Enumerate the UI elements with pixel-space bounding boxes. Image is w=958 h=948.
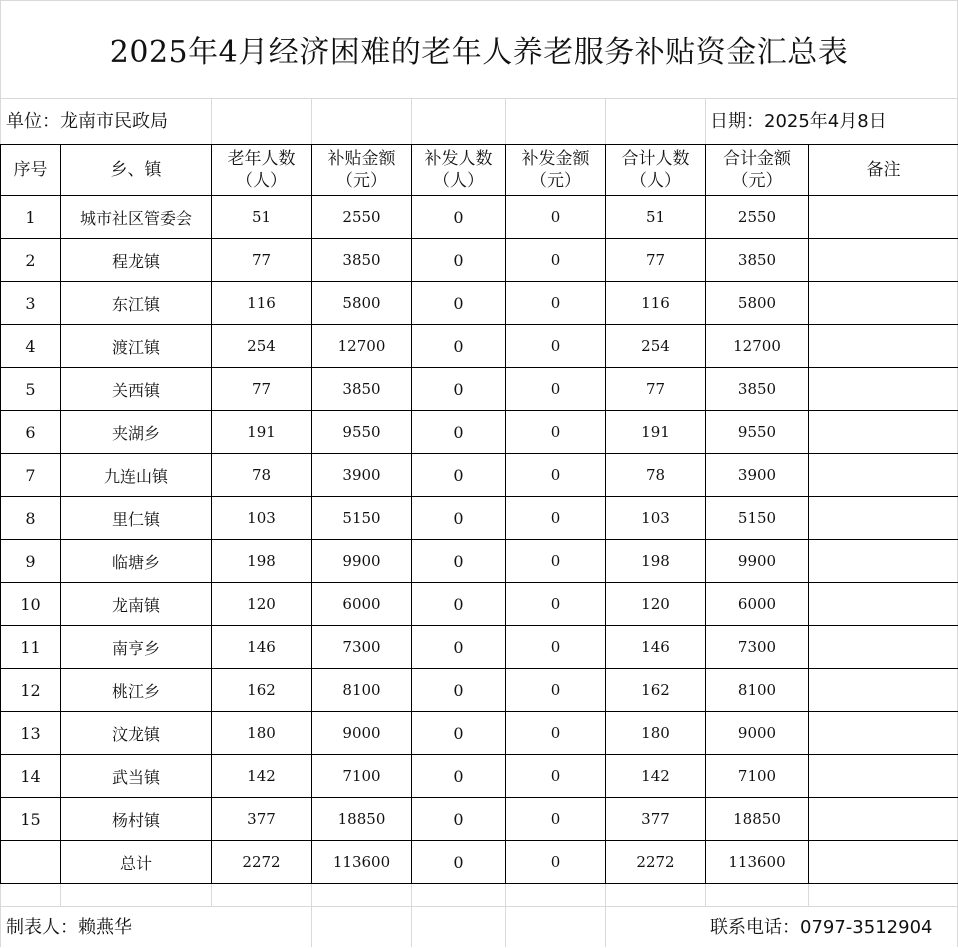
cell-remark — [809, 325, 958, 368]
cell-index: 2 — [1, 239, 61, 282]
cell-total-count: 146 — [606, 626, 706, 669]
cell-index: 9 — [1, 540, 61, 583]
cell-total-count: 377 — [606, 798, 706, 841]
cell-reissue-count: 0 — [412, 325, 506, 368]
cell-town: 总计 — [61, 841, 212, 884]
cell-elderly-count: 51 — [212, 196, 312, 239]
date-label: 日期：2025年4月8日 — [710, 100, 887, 144]
cell-remark — [809, 755, 958, 798]
cell-subsidy-amount: 5150 — [312, 497, 412, 540]
table-row — [1, 282, 958, 325]
cell-town: 杨村镇 — [61, 798, 212, 841]
cell-index: 12 — [1, 669, 61, 712]
cell-elderly-count: 162 — [212, 669, 312, 712]
header-subsidy-amount: 补贴金额 （元） — [312, 145, 412, 196]
cell-total-amount: 7300 — [706, 626, 809, 669]
cell-reissue-amount: 0 — [506, 497, 606, 540]
table-row — [1, 755, 958, 798]
cell-reissue-amount: 0 — [506, 755, 606, 798]
page-title: 2025年4月经济困难的老年人养老服务补贴资金汇总表 — [0, 18, 958, 88]
table-row — [1, 798, 958, 841]
table-row — [1, 583, 958, 626]
cell-reissue-amount: 0 — [506, 368, 606, 411]
cell-total-amount: 113600 — [706, 841, 809, 884]
cell-index: 4 — [1, 325, 61, 368]
cell-total-count: 198 — [606, 540, 706, 583]
table-row — [1, 540, 958, 583]
cell-total-count: 180 — [606, 712, 706, 755]
cell-remark — [809, 669, 958, 712]
table-row — [1, 368, 958, 411]
cell-index — [1, 841, 61, 884]
cell-total-amount: 9000 — [706, 712, 809, 755]
cell-reissue-count: 0 — [412, 626, 506, 669]
cell-total-count: 78 — [606, 454, 706, 497]
cell-subsidy-amount: 9000 — [312, 712, 412, 755]
table-row — [1, 196, 958, 239]
cell-index: 7 — [1, 454, 61, 497]
cell-subsidy-amount: 7100 — [312, 755, 412, 798]
cell-remark — [809, 626, 958, 669]
header-elderly-count: 老年人数 （人） — [212, 145, 312, 196]
cell-reissue-amount: 0 — [506, 798, 606, 841]
cell-remark — [809, 497, 958, 540]
cell-remark — [809, 454, 958, 497]
cell-town: 渡江镇 — [61, 325, 212, 368]
cell-elderly-count: 103 — [212, 497, 312, 540]
cell-town: 九连山镇 — [61, 454, 212, 497]
cell-remark — [809, 368, 958, 411]
table-row — [1, 454, 958, 497]
cell-elderly-count: 254 — [212, 325, 312, 368]
cell-reissue-count: 0 — [412, 841, 506, 884]
cell-index: 13 — [1, 712, 61, 755]
table-row — [1, 325, 958, 368]
cell-index: 5 — [1, 368, 61, 411]
cell-reissue-amount: 0 — [506, 841, 606, 884]
cell-town: 武当镇 — [61, 755, 212, 798]
cell-subsidy-amount: 2550 — [312, 196, 412, 239]
cell-elderly-count: 77 — [212, 368, 312, 411]
cell-index: 10 — [1, 583, 61, 626]
cell-remark — [809, 282, 958, 325]
cell-total-count: 116 — [606, 282, 706, 325]
cell-total-count: 51 — [606, 196, 706, 239]
cell-town: 夹湖乡 — [61, 411, 212, 454]
cell-total-count: 120 — [606, 583, 706, 626]
cell-subsidy-amount: 12700 — [312, 325, 412, 368]
cell-reissue-count: 0 — [412, 368, 506, 411]
cell-reissue-count: 0 — [412, 583, 506, 626]
cell-town: 桃江乡 — [61, 669, 212, 712]
subsidy-table — [0, 144, 958, 884]
cell-total-count: 142 — [606, 755, 706, 798]
cell-subsidy-amount: 18850 — [312, 798, 412, 841]
cell-town: 城市社区管委会 — [61, 196, 212, 239]
cell-remark — [809, 239, 958, 282]
cell-total-amount: 9550 — [706, 411, 809, 454]
cell-subsidy-amount: 8100 — [312, 669, 412, 712]
cell-subsidy-amount: 7300 — [312, 626, 412, 669]
cell-index: 14 — [1, 755, 61, 798]
cell-elderly-count: 191 — [212, 411, 312, 454]
cell-total-amount: 9900 — [706, 540, 809, 583]
cell-elderly-count: 78 — [212, 454, 312, 497]
cell-total-count: 77 — [606, 368, 706, 411]
header-remark: 备注 — [809, 145, 958, 196]
cell-town: 南亨乡 — [61, 626, 212, 669]
cell-subsidy-amount: 3850 — [312, 239, 412, 282]
header-reissue-amount: 补发金额 （元） — [506, 145, 606, 196]
header-index: 序号 — [1, 145, 61, 196]
cell-total-count: 103 — [606, 497, 706, 540]
cell-elderly-count: 2272 — [212, 841, 312, 884]
phone-label: 联系电话：0797-3512904 — [710, 908, 932, 948]
cell-reissue-amount: 0 — [506, 239, 606, 282]
cell-subsidy-amount: 113600 — [312, 841, 412, 884]
cell-elderly-count: 377 — [212, 798, 312, 841]
cell-reissue-count: 0 — [412, 497, 506, 540]
cell-remark — [809, 540, 958, 583]
unit-label: 单位：龙南市民政局 — [6, 100, 168, 144]
table-row — [1, 712, 958, 755]
cell-elderly-count: 180 — [212, 712, 312, 755]
cell-subsidy-amount: 5800 — [312, 282, 412, 325]
cell-remark — [809, 841, 958, 884]
cell-town: 东江镇 — [61, 282, 212, 325]
cell-subsidy-amount: 9550 — [312, 411, 412, 454]
cell-elderly-count: 120 — [212, 583, 312, 626]
cell-index: 11 — [1, 626, 61, 669]
cell-total-amount: 5800 — [706, 282, 809, 325]
header-town: 乡、镇 — [61, 145, 212, 196]
table-row — [1, 239, 958, 282]
cell-reissue-amount: 0 — [506, 454, 606, 497]
cell-total-amount: 3850 — [706, 368, 809, 411]
cell-total-count: 77 — [606, 239, 706, 282]
cell-reissue-amount: 0 — [506, 196, 606, 239]
cell-total-amount: 3850 — [706, 239, 809, 282]
cell-reissue-amount: 0 — [506, 540, 606, 583]
cell-reissue-amount: 0 — [506, 669, 606, 712]
cell-total-amount: 18850 — [706, 798, 809, 841]
cell-reissue-count: 0 — [412, 540, 506, 583]
header-total-count: 合计人数 （人） — [606, 145, 706, 196]
table-row — [1, 626, 958, 669]
header-total-amount: 合计金额 （元） — [706, 145, 809, 196]
cell-total-count: 254 — [606, 325, 706, 368]
cell-reissue-count: 0 — [412, 798, 506, 841]
cell-subsidy-amount: 6000 — [312, 583, 412, 626]
cell-reissue-amount: 0 — [506, 325, 606, 368]
cell-reissue-amount: 0 — [506, 411, 606, 454]
cell-town: 汶龙镇 — [61, 712, 212, 755]
cell-subsidy-amount: 3900 — [312, 454, 412, 497]
cell-elderly-count: 198 — [212, 540, 312, 583]
cell-town: 临塘乡 — [61, 540, 212, 583]
cell-reissue-count: 0 — [412, 282, 506, 325]
cell-total-amount: 12700 — [706, 325, 809, 368]
cell-index: 8 — [1, 497, 61, 540]
header-reissue-count: 补发人数 （人） — [412, 145, 506, 196]
table-header-row — [1, 145, 958, 196]
table-row — [1, 411, 958, 454]
cell-remark — [809, 798, 958, 841]
cell-elderly-count: 142 — [212, 755, 312, 798]
cell-total-amount: 6000 — [706, 583, 809, 626]
cell-total-amount: 5150 — [706, 497, 809, 540]
cell-subsidy-amount: 9900 — [312, 540, 412, 583]
cell-reissue-count: 0 — [412, 454, 506, 497]
cell-town: 关西镇 — [61, 368, 212, 411]
cell-reissue-amount: 0 — [506, 282, 606, 325]
cell-remark — [809, 583, 958, 626]
cell-town: 程龙镇 — [61, 239, 212, 282]
cell-remark — [809, 411, 958, 454]
cell-total-count: 191 — [606, 411, 706, 454]
cell-reissue-count: 0 — [412, 755, 506, 798]
cell-index: 3 — [1, 282, 61, 325]
cell-total-count: 162 — [606, 669, 706, 712]
cell-reissue-amount: 0 — [506, 583, 606, 626]
cell-town: 龙南镇 — [61, 583, 212, 626]
table-row — [1, 497, 958, 540]
cell-total-amount: 3900 — [706, 454, 809, 497]
cell-index: 1 — [1, 196, 61, 239]
total-row — [1, 841, 958, 884]
cell-remark — [809, 712, 958, 755]
cell-reissue-count: 0 — [412, 712, 506, 755]
cell-total-count: 2272 — [606, 841, 706, 884]
cell-reissue-count: 0 — [412, 239, 506, 282]
cell-remark — [809, 196, 958, 239]
cell-town: 里仁镇 — [61, 497, 212, 540]
cell-elderly-count: 116 — [212, 282, 312, 325]
cell-reissue-count: 0 — [412, 669, 506, 712]
cell-total-amount: 7100 — [706, 755, 809, 798]
cell-elderly-count: 146 — [212, 626, 312, 669]
cell-index: 6 — [1, 411, 61, 454]
cell-subsidy-amount: 3850 — [312, 368, 412, 411]
table-row — [1, 669, 958, 712]
cell-index: 15 — [1, 798, 61, 841]
cell-total-amount: 2550 — [706, 196, 809, 239]
cell-reissue-amount: 0 — [506, 626, 606, 669]
maker-label: 制表人：赖燕华 — [6, 908, 132, 948]
cell-reissue-count: 0 — [412, 196, 506, 239]
cell-elderly-count: 77 — [212, 239, 312, 282]
cell-reissue-count: 0 — [412, 411, 506, 454]
cell-reissue-amount: 0 — [506, 712, 606, 755]
cell-total-amount: 8100 — [706, 669, 809, 712]
